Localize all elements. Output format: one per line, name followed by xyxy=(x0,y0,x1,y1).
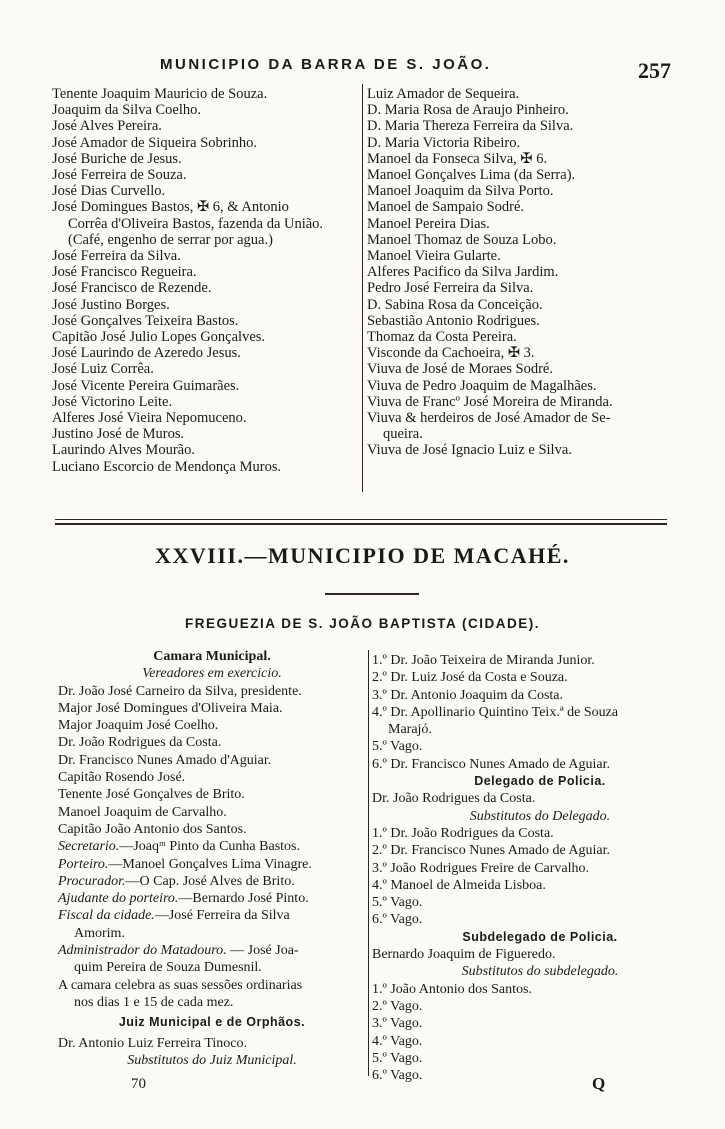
list-item: Major Joaquim José Coelho. xyxy=(58,718,219,734)
official-role: Ajudante do porteiro. xyxy=(58,891,179,907)
parish-heading: FREGUEZIA DE S. JOÃO BAPTISTA (CIDADE). xyxy=(184,616,540,631)
subdelegado-subs-heading: Substitutos do subdelegado. xyxy=(461,964,619,980)
subdelegado-heading: Subdelegado de Policia. xyxy=(462,929,618,944)
list-item: Sebastião Antonio Rodrigues. xyxy=(367,312,540,329)
list-item: Viuva & herdeiros de José Amador de Se- xyxy=(367,410,611,427)
list-item: 1.º Dr. João Rodrigues da Costa. xyxy=(372,825,554,841)
official-role: Fiscal da cidade. xyxy=(58,908,155,924)
official-role: Procurador. xyxy=(58,873,126,889)
sessions-note: A camara celebra as suas sessões ordinarias xyxy=(58,977,303,993)
list-item: José Gonçalves Teixeira Bastos. xyxy=(52,312,239,329)
list-item: 6.º Dr. Francisco Nunes Amado de Aguiar. xyxy=(372,756,611,772)
juiz-subs-heading: Substitutos do Juiz Municipal. xyxy=(127,1052,297,1068)
list-item: 5.º Vago. xyxy=(372,895,423,911)
list-item: D. Maria Thereza Ferreira da Silva. xyxy=(367,118,574,135)
camara-heading: Camara Municipal. xyxy=(153,649,271,664)
list-item: D. Maria Rosa de Araujo Pinheiro. xyxy=(367,102,569,119)
list-item: 3.º João Rodrigues Freire de Carvalho. xyxy=(372,860,590,876)
official-name: —Bernardo José Pinto. xyxy=(178,891,309,907)
list-item: 2.º Dr. Francisco Nunes Amado de Aguiar. xyxy=(372,843,611,859)
bottom-column-divider xyxy=(368,650,369,1076)
list-item: Luciano Escorcio de Mendonça Muros. xyxy=(52,458,282,475)
page-number: 257 xyxy=(638,58,671,83)
list-item: Laurindo Alves Mourão. xyxy=(52,442,195,459)
list-item: 3.º Dr. Antonio Joaquim da Costa. xyxy=(372,687,564,703)
top-left-column xyxy=(52,86,360,475)
official-name: —Manoel Gonçalves Lima Vinagre. xyxy=(108,856,312,872)
bottom-left-column xyxy=(58,648,366,1069)
official-entry-cont: quim Pereira de Souza Dumesnil. xyxy=(74,960,262,976)
list-item: Visconde da Cachoeira, ✠ 3. xyxy=(367,345,535,362)
list-item: Pedro José Ferreira da Silva. xyxy=(367,280,534,297)
list-item: Viuva de Pedro Joaquim de Magalhães. xyxy=(367,377,597,394)
juiz-heading: Juiz Municipal e de Orphãos. xyxy=(118,1015,306,1030)
official-entry xyxy=(58,907,366,924)
list-item: Manoel de Sampaio Sodré. xyxy=(367,199,525,216)
vereadores-heading: Vereadores em exercicio. xyxy=(142,666,282,682)
list-item: Thomaz da Costa Pereira. xyxy=(367,329,517,346)
top-right-column xyxy=(367,86,687,459)
list-item: Manoel da Fonseca Silva, ✠ 6. xyxy=(367,150,548,167)
list-item: 5.º Vago. xyxy=(372,739,423,755)
juiz-name: Dr. Antonio Luiz Ferreira Tinoco. xyxy=(58,1035,247,1051)
delegado-name: Dr. João Rodrigues da Costa. xyxy=(372,791,536,807)
list-item: José Alves Pereira. xyxy=(52,118,162,135)
bottom-right-column xyxy=(372,652,708,1084)
list-item: José Francisco de Rezende. xyxy=(52,280,212,297)
list-item: Justino José de Muros. xyxy=(52,426,185,443)
official-entry xyxy=(58,856,366,873)
official-entry xyxy=(58,890,366,907)
list-item: Tenente José Gonçalves de Brito. xyxy=(58,787,245,803)
running-title: MUNICIPIO DA BARRA DE S. JOÃO. xyxy=(160,56,492,73)
list-item: Viuva de José de Moraes Sodré. xyxy=(367,361,553,378)
list-item: 4.º Vago. xyxy=(372,1033,423,1049)
list-item: queira. xyxy=(383,426,423,443)
list-item: Luiz Amador de Sequeira. xyxy=(367,86,520,102)
list-item: Manoel Joaquim de Carvalho. xyxy=(58,804,227,820)
list-item: Major José Domingues d'Oliveira Maia. xyxy=(58,700,283,716)
signature-letter: Q xyxy=(592,1074,606,1093)
list-item: 1.º João Antonio dos Santos. xyxy=(372,981,532,997)
list-item: Capitão João Antonio dos Santos. xyxy=(58,821,247,837)
official-role: Administrador do Matadouro. xyxy=(58,943,227,959)
list-item: José Domingues Bastos, ✠ 6, & Antonio xyxy=(52,199,289,216)
list-item: 6.º Vago. xyxy=(372,912,423,928)
official-entry xyxy=(58,942,366,959)
list-item: José Francisco Regueira. xyxy=(52,264,197,281)
list-item: 4.º Manoel de Almeida Lisboa. xyxy=(372,877,546,893)
section-divider-top xyxy=(55,519,667,520)
official-name: —O Cap. José Alves de Brito. xyxy=(125,873,295,889)
section-divider-bottom xyxy=(55,523,667,525)
list-item: (Café, engenho de serrar por agua.) xyxy=(68,231,273,248)
list-item: José Justino Borges. xyxy=(52,296,170,313)
list-item: Joaquim da Silva Coelho. xyxy=(52,102,202,119)
list-item: D. Maria Victoria Ribeiro. xyxy=(367,134,521,151)
list-item: José Luiz Corrêa. xyxy=(52,361,154,378)
section-title: XXVIII.—MUNICIPIO DE MACAHÉ. xyxy=(155,543,570,568)
list-item: José Vicente Pereira Guimarães. xyxy=(52,377,240,394)
list-item: Viuva de José Ignacio Luiz e Silva. xyxy=(367,442,572,459)
list-item: 2.º Dr. Luiz José da Costa e Souza. xyxy=(372,670,568,686)
list-item: José Ferreira de Souza. xyxy=(52,167,187,184)
list-item: Alferes José Vieira Nepomuceno. xyxy=(52,410,247,427)
list-item: D. Sabina Rosa da Conceição. xyxy=(367,296,543,313)
delegado-heading: Delegado de Policia. xyxy=(474,774,606,789)
list-item: Capitão José Julio Lopes Gonçalves. xyxy=(52,329,266,346)
list-item: Manoel Joaquim da Silva Porto. xyxy=(367,183,554,200)
list-item: 3.º Vago. xyxy=(372,1016,423,1032)
list-item: Dr. João Rodrigues da Costa. xyxy=(58,735,222,751)
list-item: 4.º Dr. Apollinario Quintino Teix.ª de Souza xyxy=(372,704,619,720)
list-item: Manoel Vieira Gularte. xyxy=(367,248,501,265)
official-name: — José Joa- xyxy=(226,943,299,959)
sessions-note-cont: nos dias 1 e 15 de cada mez. xyxy=(74,994,234,1010)
official-role: Porteiro. xyxy=(58,856,109,872)
official-name: —José Ferreira da Silva xyxy=(154,908,290,924)
list-item: Manoel Gonçalves Lima (da Serra). xyxy=(367,167,576,184)
list-item: 1.º Dr. João Teixeira de Miranda Junior. xyxy=(372,653,595,668)
list-item: Viuva de Francº José Moreira de Miranda. xyxy=(367,393,613,410)
list-item: José Buriche de Jesus. xyxy=(52,150,182,167)
list-item: Corrêa d'Oliveira Bastos, fazenda da União. xyxy=(68,215,324,232)
list-item: José Amador de Siqueira Sobrinho. xyxy=(52,134,257,151)
list-item: Dr. Francisco Nunes Amado d'Aguiar. xyxy=(58,752,272,768)
signature-number: 70 xyxy=(131,1076,146,1092)
official-entry xyxy=(58,838,366,855)
list-item: 6.º Vago. xyxy=(372,1068,423,1084)
list-item: 2.º Vago. xyxy=(372,998,423,1014)
list-item: Tenente Joaquim Mauricio de Souza. xyxy=(52,86,268,102)
official-name: —Joaqᵐ Pinto da Cunha Bastos. xyxy=(119,839,300,855)
list-item: José Ferreira da Silva. xyxy=(52,248,181,265)
list-item: Manoel Thomaz de Souza Lobo. xyxy=(367,231,557,248)
subdelegado-name: Bernardo Joaquim de Figueredo. xyxy=(372,947,556,963)
list-item: José Laurindo de Azeredo Jesus. xyxy=(52,345,241,362)
list-item: José Dias Curvello. xyxy=(52,183,166,200)
title-rule xyxy=(325,593,419,595)
top-column-divider xyxy=(362,84,363,492)
list-item: Alferes Pacifico da Silva Jardim. xyxy=(367,264,559,281)
list-item: Marajó. xyxy=(388,722,432,738)
list-item: Capitão Rosendo José. xyxy=(58,770,186,786)
list-item: José Victorino Leite. xyxy=(52,393,173,410)
list-item: Manoel Pereira Dias. xyxy=(367,215,490,232)
official-entry xyxy=(58,873,366,890)
list-item: 5.º Vago. xyxy=(372,1050,423,1066)
official-role: Secretario. xyxy=(58,839,120,855)
list-item: Dr. João José Carneiro da Silva, presidente. xyxy=(58,683,302,699)
delegado-subs-heading: Substitutos do Delegado. xyxy=(469,808,611,824)
official-entry-cont: Amorim. xyxy=(74,925,125,941)
